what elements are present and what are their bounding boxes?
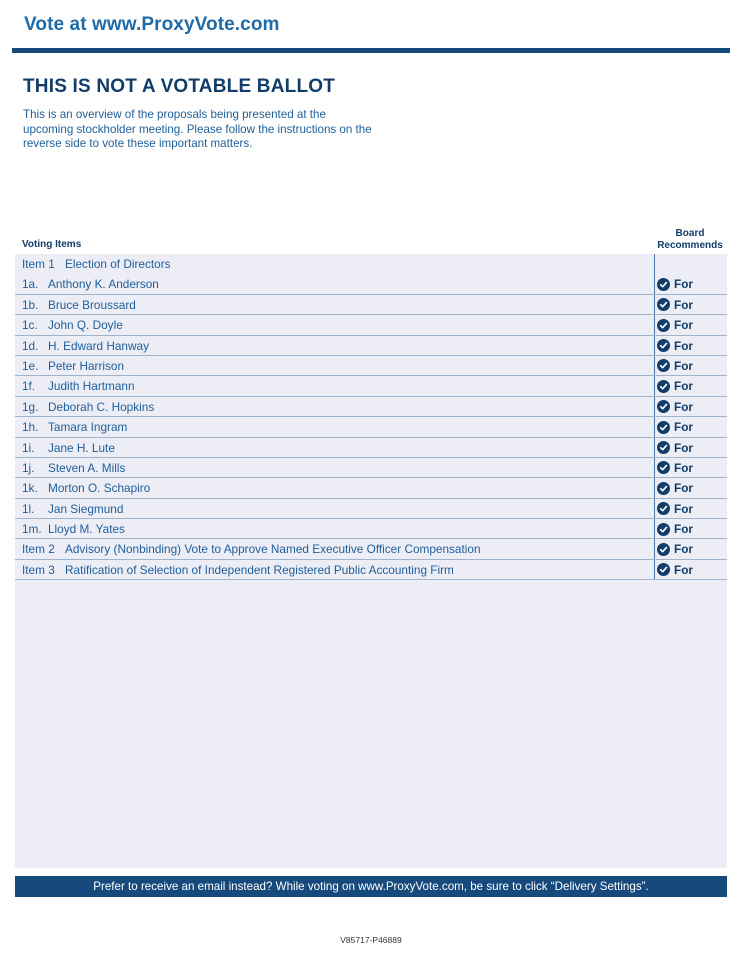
item-label: H. Edward Hanway	[48, 338, 149, 353]
checkmark-icon	[657, 543, 670, 556]
item-label: Ratification of Selection of Independent Registered Public Accounting Firm	[65, 562, 454, 577]
item-number: 1f.	[22, 379, 36, 394]
voting-item-row	[15, 254, 727, 274]
board-recommendation	[657, 277, 693, 291]
recommendation-label: For	[674, 460, 694, 475]
checkmark-icon	[657, 502, 670, 515]
voting-item-row	[15, 539, 727, 559]
item-number: 1h.	[22, 420, 39, 435]
item-label: Jan Siegmund	[48, 501, 124, 516]
board-recommendation	[657, 563, 693, 577]
item-number: Item 1	[22, 257, 55, 271]
checkmark-icon	[657, 441, 670, 454]
item-label: Deborah C. Hopkins	[48, 399, 155, 414]
board-header-line2: Recommends	[657, 239, 723, 251]
board-recommendation	[657, 339, 693, 353]
item-number: 1b.	[22, 297, 39, 312]
recommendation-label: For	[674, 522, 694, 537]
checkmark-icon	[657, 359, 670, 372]
recommendation-label: For	[674, 420, 694, 435]
board-recommendation	[657, 318, 693, 332]
recommendation-label: For	[674, 481, 694, 496]
item-label: Steven A. Mills	[48, 460, 126, 475]
board-recommends-header	[654, 228, 726, 251]
checkmark-icon	[657, 421, 670, 434]
checkmark-icon	[657, 523, 670, 536]
voting-item-row	[15, 519, 727, 539]
item-number: 1m.	[22, 522, 42, 537]
voting-item-row	[15, 397, 727, 417]
voting-item-row	[15, 560, 727, 580]
item-number: 1a.	[22, 277, 39, 292]
item-label: Morton O. Schapiro	[48, 481, 151, 496]
header-rule	[12, 48, 730, 53]
recommendation-label: For	[674, 358, 694, 373]
board-header-line1: Board	[675, 228, 705, 239]
board-recommendation	[657, 298, 693, 312]
item-number: 1c.	[22, 318, 38, 333]
item-label: Bruce Broussard	[48, 297, 136, 312]
proxyvote-link[interactable]: Vote at www.ProxyVote.com	[24, 14, 280, 35]
voting-item-row	[15, 295, 727, 315]
item-number: Item 3	[22, 562, 55, 577]
item-label: Lloyd M. Yates	[48, 522, 125, 537]
recommendation-label: For	[674, 501, 694, 516]
item-number: 1l.	[22, 501, 35, 516]
recommendation-label: For	[674, 542, 694, 557]
voting-item-row	[15, 315, 727, 335]
recommendation-label: For	[674, 399, 694, 414]
recommendation-label: For	[674, 338, 694, 353]
voting-item-row	[15, 417, 727, 437]
item-label: Tamara Ingram	[48, 420, 128, 435]
checkmark-icon	[657, 339, 670, 352]
checkmark-icon	[657, 298, 670, 311]
checkmark-icon	[657, 563, 670, 576]
item-label: Anthony K. Anderson	[48, 277, 159, 292]
recommendation-label: For	[674, 318, 694, 333]
recommendation-label: For	[674, 440, 694, 455]
checkmark-icon	[657, 319, 670, 332]
item-label: Judith Hartmann	[48, 379, 135, 394]
checkmark-icon	[657, 278, 670, 291]
document-code: V85717-P46889	[340, 935, 402, 945]
board-recommendation	[657, 359, 693, 373]
voting-item-row	[15, 478, 727, 498]
board-recommendation	[657, 420, 693, 434]
item-number: 1d.	[22, 338, 39, 353]
board-recommendation	[657, 461, 693, 475]
voting-items-list	[15, 254, 727, 580]
recommendation-label: For	[674, 297, 694, 312]
voting-item-row	[15, 356, 727, 376]
checkmark-icon	[657, 461, 670, 474]
recommendation-label: For	[674, 562, 694, 577]
board-recommendation	[657, 522, 693, 536]
checkmark-icon	[657, 482, 670, 495]
delivery-settings-banner: Prefer to receive an email instead? While voting on www.ProxyVote.com, be sure to click “Delivery Settings”.	[15, 876, 727, 897]
voting-items-header: Voting Items	[22, 239, 82, 250]
item-label: Peter Harrison	[48, 358, 125, 373]
voting-item-row	[15, 458, 727, 478]
board-recommendation	[657, 379, 693, 393]
voting-item-row	[15, 376, 727, 396]
recommendation-label: For	[674, 277, 694, 292]
page-title: THIS IS NOT A VOTABLE BALLOT	[23, 76, 336, 97]
item-label: Election of Directors	[65, 257, 171, 271]
checkmark-icon	[657, 380, 670, 393]
checkmark-icon	[657, 400, 670, 413]
voting-item-row	[15, 438, 727, 458]
item-number: Item 2	[22, 542, 55, 557]
voting-item-row	[15, 274, 727, 294]
board-recommendation	[657, 542, 693, 556]
recommendation-label: For	[674, 379, 694, 394]
item-label: John Q. Doyle	[48, 318, 123, 333]
intro-paragraph: This is an overview of the proposals being presented at the upcoming stockholder meeting. Please follow the instructions on the reverse side to vote these important matters.	[23, 108, 372, 150]
board-recommendation	[657, 441, 693, 455]
board-recommendation	[657, 400, 693, 414]
item-label: Jane H. Lute	[48, 440, 115, 455]
board-recommendation	[657, 481, 693, 495]
item-number: 1j.	[22, 460, 35, 475]
item-number: 1k.	[22, 481, 38, 496]
item-number: 1g.	[22, 399, 39, 414]
item-number: 1e.	[22, 358, 39, 373]
board-recommendation	[657, 502, 693, 516]
voting-item-row	[15, 499, 727, 519]
item-label: Advisory (Nonbinding) Vote to Approve Named Executive Officer Compensation	[65, 542, 481, 557]
item-number: 1i.	[22, 440, 35, 455]
voting-item-row	[15, 336, 727, 356]
